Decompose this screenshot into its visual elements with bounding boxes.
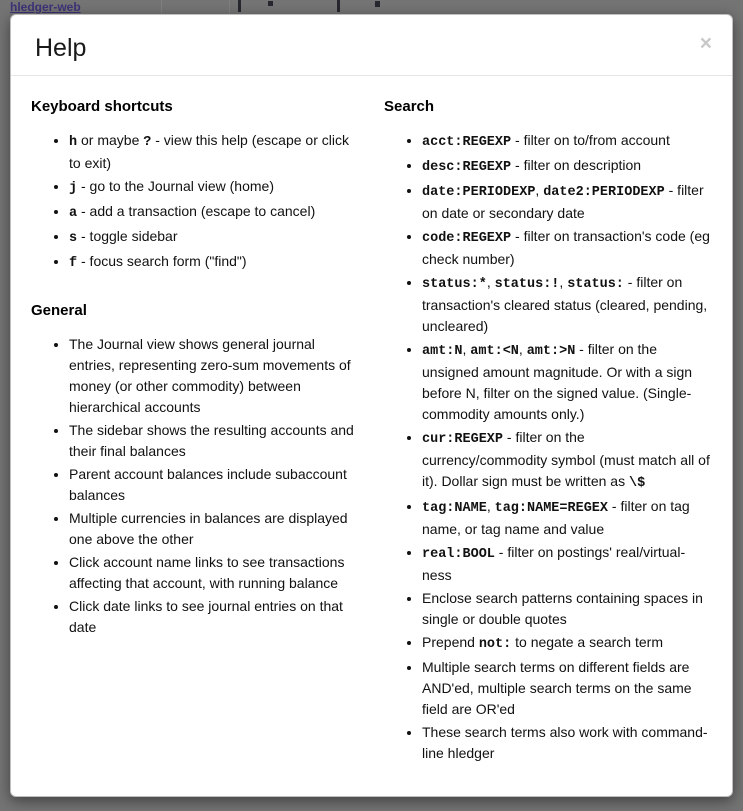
list-item: • f - focus search form ("find") [69,251,359,274]
code-span: a [69,205,78,221]
hledger-web-brand-link[interactable]: hledger-web [10,0,81,14]
background-column-divider [161,0,162,14]
code-span: date2:PERIODEXP [543,184,665,200]
code-span: code:REGEXP [422,230,512,246]
help-modal [10,14,733,797]
list-item: • desc:REGEXP - filter on description [422,155,712,178]
general-list [31,334,359,638]
list-item: • These search terms also work with command-line hledger [422,722,712,764]
list-item: • a - add a transaction (escape to cancel) [69,201,359,224]
list-item: • amt:N, amt:<N, amt:>N - filter on the unsigned amount magnitude. Or with a sign before N, filter on the signed value. (Single-commodity amounts only.) [422,339,712,425]
list-item: • status:*, status:!, status: - filter on transaction's cleared status (cleared, pending, uncleared) [422,272,712,337]
code-span: tag:NAME [422,500,487,516]
list-item: • date:PERIODEXP, date2:PERIODEXP - filter on date or secondary date [422,180,712,224]
background-heading-fragment [337,0,340,12]
search-terms-list [384,130,712,764]
code-span: j [69,180,78,196]
help-right-column [384,96,712,766]
list-item: • The Journal view shows general journal entries, representing zero-sum movements of money (or other commodity) between hierarchical accounts [69,334,359,418]
background-column-divider [229,0,230,14]
code-span: amt:>N [526,343,576,359]
code-span: amt:N [422,343,463,359]
list-item: • Multiple search terms on different fields are AND'ed, multiple search terms on the same field are OR'ed [422,657,712,720]
code-span: f [69,255,78,271]
background-heading-fragment [375,1,380,7]
list-item: • j - go to the Journal view (home) [69,176,359,199]
list-item: • h or maybe ? - view this help (escape or click to exit) [69,130,359,174]
section-search [384,96,712,764]
list-item: • tag:NAME, tag:NAME=REGEX - filter on tag name, or tag name and value [422,496,712,540]
code-span: s [69,230,78,246]
list-item: • s - toggle sidebar [69,226,359,249]
code-span: status:* [422,276,487,292]
list-item: • acct:REGEXP - filter on to/from account [422,130,712,153]
list-item: • real:BOOL - filter on postings' real/virtual-ness [422,542,712,586]
code-span: not: [478,636,512,652]
code-span: amt:<N [470,343,519,359]
code-span: status:! [494,276,560,292]
code-span: status: [567,276,624,292]
list-item: • Click account name links to see transactions affecting that account, with running balance [69,552,359,594]
help-modal-body [11,76,732,796]
code-span: ? [143,134,152,150]
code-span: real:BOOL [422,546,495,562]
dimmed-page-background [0,0,743,14]
code-span: tag:NAME=REGEX [494,500,609,516]
list-item: • Multiple currencies in balances are displayed one above the other [69,508,359,550]
list-item: • Prepend not: to negate a search term [422,632,712,655]
section-heading: Search [384,97,435,115]
help-left-column [31,96,359,766]
list-item: • The sidebar shows the resulting accounts and their final balances [69,420,359,462]
section-general [31,300,359,638]
keyboard-shortcuts-list [31,130,359,274]
code-span: acct:REGEXP [422,134,512,150]
list-item: • Parent account balances include subaccount balances [69,464,359,506]
list-item: • code:REGEXP - filter on transaction's code (eg check number) [422,226,712,270]
code-span: desc:REGEXP [422,159,512,175]
code-span: \$ [628,475,646,491]
background-heading-fragment [238,0,241,12]
code-span: date:PERIODEXP [422,184,536,200]
section-heading: Keyboard shortcuts [31,97,173,115]
close-icon[interactable]: × [699,32,712,55]
list-item: • Enclose search patterns containing spaces in single or double quotes [422,588,712,630]
modal-title: Help [35,34,87,62]
code-span: cur:REGEXP [422,431,504,447]
section-heading: General [31,301,87,319]
help-modal-header [11,15,732,76]
background-heading-fragment [268,1,273,6]
list-item: • Click date links to see journal entries on that date [69,596,359,638]
code-span: h [69,134,78,150]
section-keyboard-shortcuts [31,96,359,274]
list-item: • cur:REGEXP - filter on the currency/commodity symbol (must match all of it). Dollar sign must be written as \$ [422,427,712,494]
